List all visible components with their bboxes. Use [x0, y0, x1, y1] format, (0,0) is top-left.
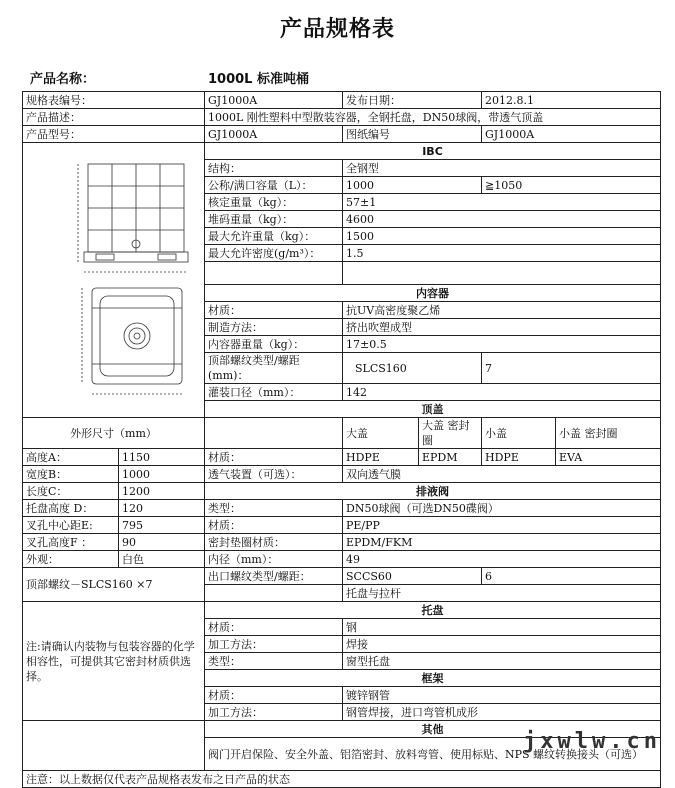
release-date-label: 发布日期：	[343, 92, 482, 109]
drawing-no-value: GJ1000A	[482, 126, 661, 143]
valve-material-value: PE/PP	[343, 517, 661, 534]
max-weight-value: 1500	[343, 228, 661, 245]
table-row	[23, 771, 661, 788]
max-density-value: 1.5	[343, 245, 661, 262]
structure-value: 全钢型	[343, 160, 661, 177]
table-row	[23, 126, 661, 143]
frame-material-label: 材质：	[205, 687, 343, 704]
inner-weight-value: 17±0.5	[343, 336, 661, 353]
length-value: 1200	[119, 483, 205, 500]
table-row	[23, 568, 661, 585]
table-row	[23, 500, 661, 517]
height-label: 高度A：	[23, 449, 119, 466]
inner-weight-label: 内容器重量（kg）：	[205, 336, 343, 353]
product-name-label: 产品名称：	[30, 72, 96, 87]
look-value: 白色	[119, 551, 205, 568]
section-ibc: IBC	[205, 143, 661, 160]
fill-value: 142	[343, 384, 661, 401]
capacity-value: 1000	[343, 177, 482, 194]
thread-pitch-value: 7	[482, 353, 661, 384]
vent-label: 透气装置（可选）：	[205, 466, 343, 483]
max-weight-label: 最大允许重量（kg）：	[205, 228, 343, 245]
small-seal-header: 小盖 密封圈	[556, 418, 661, 449]
weight-value: 57±1	[343, 194, 661, 211]
table-row	[23, 92, 661, 109]
desc-label: 产品描述：	[23, 109, 205, 126]
compat-note: 注:请确认内装物与包装容器的化学相容性，可提供其它密封材质供选择。	[23, 602, 205, 721]
fill-label: 灌装口径（mm）：	[205, 384, 343, 401]
ibc-drawing	[26, 148, 205, 408]
top-thread-note: 顶部螺纹－SLCS160 ×7	[23, 568, 205, 602]
big-seal-material: EPDM	[419, 449, 482, 466]
page-title: 产品规格表	[279, 17, 395, 42]
frame-method-value: 钢管焊接，进口弯管机成形	[343, 704, 661, 721]
valve-seal-label: 密封垫圈材质：	[205, 534, 343, 551]
table-row	[23, 109, 661, 126]
big-seal-header: 大盖 密封圈	[419, 418, 482, 449]
valve-diameter-label: 内径（mm）：	[205, 551, 343, 568]
outlet-pitch-value: 6	[482, 568, 661, 585]
vent-value: 双向透气膜	[343, 466, 661, 483]
section-inner: 内容器	[205, 285, 661, 302]
model-value: GJ1000A	[205, 126, 343, 143]
table-row	[23, 551, 661, 568]
height-value: 1150	[119, 449, 205, 466]
big-lid-header: 大盖	[343, 418, 419, 449]
inner-material-value: 抗UV高密度聚乙烯	[343, 302, 661, 319]
pallet-type-value: 窗型托盘	[343, 653, 661, 670]
pallet-height-label: 托盘高度 D：	[23, 500, 119, 517]
frame-method-label: 加工方法：	[205, 704, 343, 721]
table-row	[23, 466, 661, 483]
stack-label: 堆码重量（kg）：	[205, 211, 343, 228]
capacity-full-value: ≧1050	[482, 177, 661, 194]
width-label: 宽度B：	[23, 466, 119, 483]
desc-value: 1000L 刚性塑料中型散装容器，全钢托盘，DN50球阀，带透气顶盖	[205, 109, 661, 126]
max-density-label: 最大允许密度(g/m³）：	[205, 245, 343, 262]
pallet-material-value: 钢	[343, 619, 661, 636]
fork-center-label: 叉孔中心距E:	[23, 517, 119, 534]
small-lid-header: 小盖	[482, 418, 556, 449]
thread-value: SLCS160	[343, 353, 482, 384]
section-lid: 顶盖	[205, 401, 661, 418]
drawing-no-label: 图纸编号	[343, 126, 482, 143]
lid-material-label: 材质：	[205, 449, 343, 466]
section-pallet: 托盘	[205, 602, 661, 619]
product-name-value: 1000L 标准吨桶	[208, 72, 309, 87]
table-row	[23, 483, 661, 500]
pallet-method-label: 加工方法：	[205, 636, 343, 653]
pallet-material-label: 材质：	[205, 619, 343, 636]
fork-height-value: 90	[119, 534, 205, 551]
pallet-type-label: 类型：	[205, 653, 343, 670]
length-label: 长度C：	[23, 483, 119, 500]
release-date-value: 2012.8.1	[482, 92, 661, 109]
spec-no-value: GJ1000A	[205, 92, 343, 109]
table-row	[23, 517, 661, 534]
other-text: 阀门开启保险、安全外盖、铝箔密封、放料弯管、使用标贴、NPS 螺纹转换接头（可选）	[205, 738, 661, 771]
structure-label: 结构：	[205, 160, 343, 177]
fork-height-label: 叉孔高度F ：	[23, 534, 119, 551]
valve-seal-value: EPDM/FKM	[343, 534, 661, 551]
dims-label: 外形尺寸（mm）	[23, 418, 205, 449]
width-value: 1000	[119, 466, 205, 483]
inner-material-label: 材质：	[205, 302, 343, 319]
valve-type-label: 类型：	[205, 500, 343, 517]
inner-method-label: 制造方法：	[205, 319, 343, 336]
table-row	[23, 449, 661, 466]
outlet-label: 出口螺纹类型/螺距：	[205, 568, 343, 585]
fork-center-value: 795	[119, 517, 205, 534]
valve-type-value: DN50球阀（可选DN50碟阀）	[343, 500, 661, 517]
small-lid-material: HDPE	[482, 449, 556, 466]
table-row	[23, 143, 661, 160]
outlet-value: SCCS60	[343, 568, 482, 585]
inner-method-value: 挤出吹塑成型	[343, 319, 661, 336]
model-label: 产品型号：	[23, 126, 205, 143]
frame-material-value: 镀锌钢管	[343, 687, 661, 704]
section-valve: 排液阀	[205, 483, 661, 500]
spec-table	[22, 91, 661, 788]
section-frame: 框架	[205, 670, 661, 687]
thread-label: 顶部螺纹类型/螺距(mm)：	[205, 353, 343, 384]
footer-note: 注意：以上数据仅代表产品规格表发布之日产品的状态	[23, 771, 661, 788]
big-lid-material: HDPE	[343, 449, 419, 466]
table-row	[23, 418, 661, 449]
top-view-frame	[92, 288, 182, 384]
table-row	[23, 534, 661, 551]
look-label: 外观：	[23, 551, 119, 568]
weight-label: 核定重量（kg）：	[205, 194, 343, 211]
small-seal-material: EVA	[556, 449, 661, 466]
stack-value: 4600	[343, 211, 661, 228]
spec-no-label: 规格表编号：	[23, 92, 205, 109]
table-row	[23, 602, 661, 619]
pallet-method-value: 焊接	[343, 636, 661, 653]
pallet-height-value: 120	[119, 500, 205, 517]
valve-material-label: 材质：	[205, 517, 343, 534]
capacity-label: 公称/满口容量（L）：	[205, 177, 343, 194]
drawing-cell	[23, 143, 205, 418]
section-other: 其他	[205, 721, 661, 738]
valve-diameter-value: 49	[343, 551, 661, 568]
pallet-bar-value: 托盘与拉杆	[343, 585, 661, 602]
watermark: jxwlw.cn	[523, 729, 661, 754]
